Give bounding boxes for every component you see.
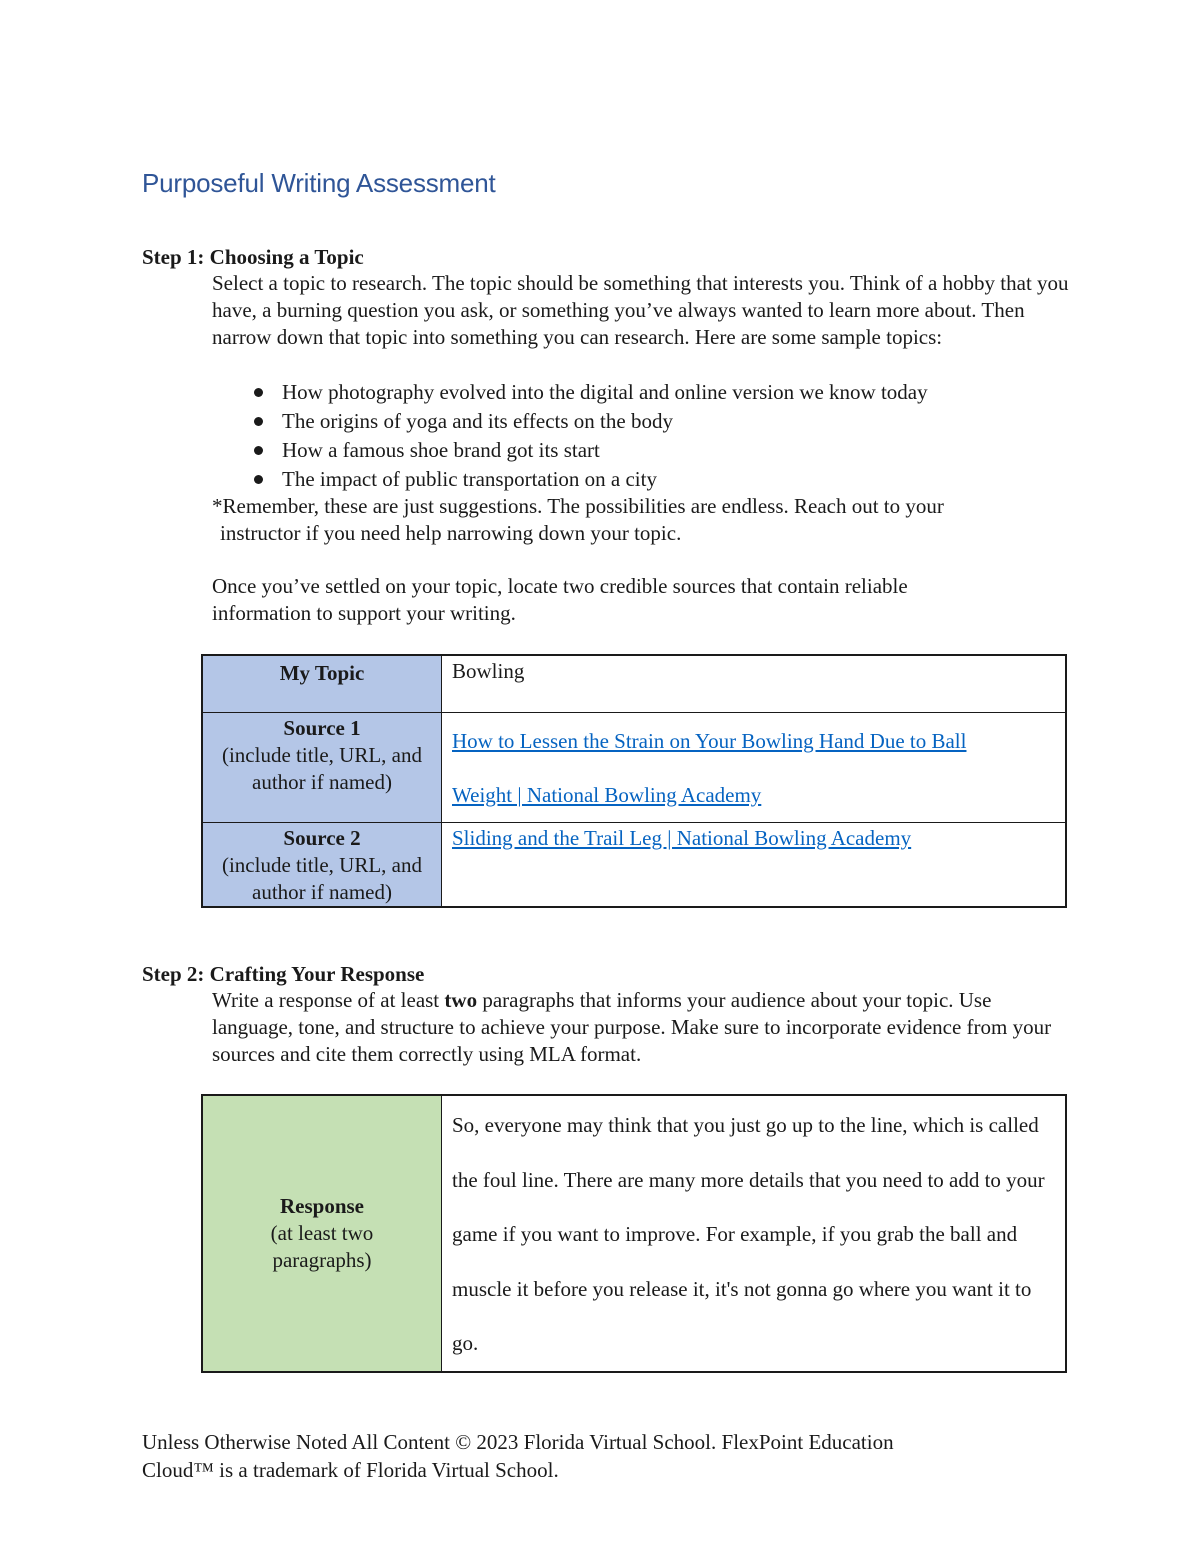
page-title: Purposeful Writing Assessment bbox=[142, 168, 496, 198]
list-item: The impact of public transportation on a city bbox=[212, 465, 928, 494]
source1-link[interactable]: How to Lessen the Strain on Your Bowling Hand Due to Ball Weight | National Bowling Academy bbox=[452, 728, 967, 807]
source2-instructions: (include title, URL, and author if named) bbox=[221, 852, 423, 904]
response-text-cell[interactable] bbox=[442, 1095, 1067, 1372]
response-text: So, everyone may think that you just go up to the line, which is called the foul line. There are many more details that you need to add to your game if you want to improve. For example, if you grab the ball and muscle it before you release it, it's not gonna go where you want it to go. bbox=[452, 1113, 1045, 1355]
bullet-icon bbox=[254, 417, 263, 426]
source2-link[interactable]: Sliding and the Trail Leg | National Bowling Academy bbox=[452, 825, 912, 850]
footer-line-1: Unless Otherwise Noted All Content © 2023 Florida Virtual School. FlexPoint Education bbox=[142, 1430, 894, 1454]
table-row bbox=[202, 822, 1066, 907]
sources-intro: Once you’ve settled on your topic, locate two credible sources that contain reliable information to support your writing. bbox=[212, 574, 908, 625]
note-line-1: *Remember, these are just suggestions. The possibilities are endless. Reach out to your bbox=[212, 494, 944, 518]
topic-label: My Topic bbox=[279, 661, 365, 685]
table-row bbox=[202, 712, 1066, 822]
footer-line-2: Cloud™ is a trademark of Florida Virtual School. bbox=[142, 1458, 559, 1482]
note-line-2: instructor if you need help narrowing down your topic. bbox=[220, 521, 682, 545]
topic-value-cell[interactable] bbox=[442, 655, 1067, 712]
step1-heading: Step 1: Choosing a Topic bbox=[142, 245, 364, 269]
source2-label: Source 2 bbox=[283, 825, 361, 850]
list-item: How photography evolved into the digital and online version we know today bbox=[212, 378, 928, 407]
bullet-icon bbox=[254, 475, 263, 484]
source2-label-cell bbox=[202, 822, 442, 907]
list-item: The origins of yoga and its effects on the body bbox=[212, 407, 928, 436]
topic-value: Bowling bbox=[452, 659, 525, 683]
step1-intro: Select a topic to research. The topic should be something that interests you. Think of a hobby that you have, a burning question you ask, or something you’ve always wanted to learn more about. Then narrow down that topic into something you can research. Here are some sample topics: bbox=[212, 271, 1069, 349]
step2-instructions: Write a response of at least two paragraphs that informs your audience about your topic. Use language, tone, and structure to achieve your purpose. Make sure to incorporate evidence from your sources and cite them correctly using MLA format. bbox=[212, 988, 1052, 1066]
bullet-icon bbox=[254, 446, 263, 455]
list-item: How a famous shoe brand got its start bbox=[212, 436, 928, 465]
response-label-cell bbox=[202, 1095, 442, 1372]
step2-heading: Step 2: Crafting Your Response bbox=[142, 962, 425, 986]
topic-sources-table bbox=[201, 654, 1067, 908]
source2-value-cell[interactable] bbox=[442, 822, 1067, 907]
source1-label: Source 1 bbox=[283, 715, 361, 740]
table-row bbox=[202, 1095, 1066, 1372]
response-label: Response bbox=[279, 1193, 364, 1218]
source1-value-cell[interactable] bbox=[442, 712, 1067, 822]
sample-topics-list bbox=[212, 378, 928, 494]
source1-label-cell bbox=[202, 712, 442, 822]
bullet-icon bbox=[254, 388, 263, 397]
source1-instructions: (include title, URL, and author if named) bbox=[221, 742, 423, 794]
emphasis-two: two bbox=[444, 988, 478, 1012]
copyright-footer bbox=[142, 1428, 1042, 1484]
topic-label-cell bbox=[202, 655, 442, 712]
table-row bbox=[202, 655, 1066, 712]
suggestion-note bbox=[212, 493, 1072, 547]
response-table bbox=[201, 1094, 1067, 1373]
response-instructions: (at least two paragraphs) bbox=[270, 1220, 374, 1272]
